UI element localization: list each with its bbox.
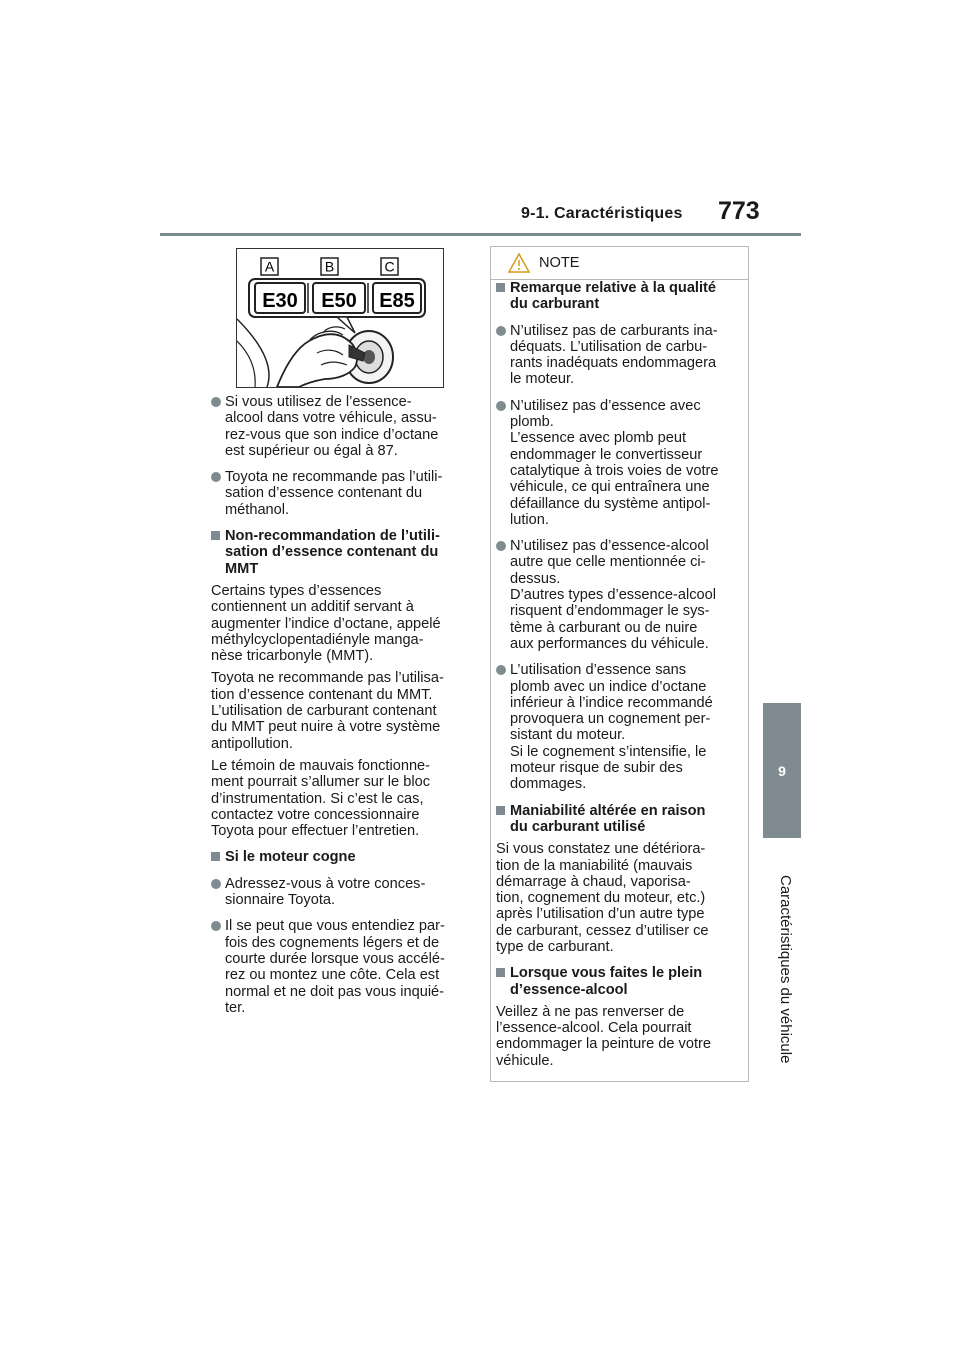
note-label: NOTE — [539, 255, 580, 271]
paragraph-refueling: Veillez à ne pas renverser de l’essence-alcool. Cela pourrait endommager la peinture de votre véhicule. — [496, 1003, 711, 1069]
heading-square-icon — [211, 531, 220, 540]
bullet-contact-dealer: Adressez-vous à votre conces- sionnaire Toyota. — [211, 876, 467, 909]
section-title: 9-1. Caractéristiques — [521, 205, 683, 222]
bullet-light-knock: Il se peut que vous entendiez par- fois des cognements légers et de courte durée lorsque vous accélé- rez ou montez une côte. Cela est normal et ne doit pas vous inquié- ter. — [211, 918, 467, 1016]
fuel-code-e85: E85 — [379, 290, 415, 312]
bullet-improper-fuel: N’utilisez pas de carburants ina- déquats. L’utilisation de carbu- rants inadéquats endommagera le moteur. — [496, 323, 746, 388]
bullet-dot-icon — [496, 326, 506, 336]
chapter-label: Caractéristiques du véhicule — [777, 875, 794, 1064]
header-divider — [160, 233, 801, 236]
bullet-dot-icon — [496, 401, 506, 411]
page-number: 773 — [718, 197, 760, 225]
fuel-cap-illustration — [236, 248, 444, 388]
heading-square-icon — [496, 283, 505, 292]
heading-refueling: Lorsque vous faites le plein d’essence-alcool — [496, 965, 746, 998]
label-c: C — [384, 258, 395, 275]
bullet-low-octane: L’utilisation d’essence sans plomb avec un indice d’octane inférieur à l’indice recommandé provoquera un cognement per- sistant du moteur. Si le cognement s’intensifie, le moteur risque de subir des dommages. — [496, 662, 746, 792]
bullet-dot-icon — [211, 879, 221, 889]
heading-fuel-quality: Remarque relative à la qualité du carburant — [496, 280, 746, 313]
chapter-number: 9 — [778, 762, 786, 779]
bullet-dot-icon — [211, 921, 221, 931]
heading-engine-knock: Si le moteur cogne — [211, 849, 467, 865]
heading-square-icon — [496, 968, 505, 977]
fuel-code-e30: E30 — [262, 290, 298, 312]
bullet-other-alcohol: N’utilisez pas d’essence-alcool autre que celle mentionnée ci- dessus. D’autres types d’essence-alcool risquent d’endommager le sys- tème à carburant ou de nuire aux performances du véhicule. — [496, 538, 746, 652]
fuel-code-e50: E50 — [321, 290, 357, 312]
paragraph-warning-light: Le témoin de mauvais fonctionne- ment pourrait s’allumer sur le bloc d’instrumentation. Si c’est le cas, contactez votre concessionnaire Toyota pour effectuer l’entretien. — [211, 757, 431, 840]
label-b: B — [324, 258, 335, 275]
bullet-dot-icon — [211, 397, 221, 407]
bullet-dot-icon — [496, 665, 506, 675]
heading-square-icon — [496, 806, 505, 815]
heading-driveability: Maniabilité altérée en raison du carburant utilisé — [496, 803, 746, 836]
paragraph-driveability: Si vous constatez une détériora- tion de la maniabilité (mauvais démarrage à chaud, vaporisa- tion, cognement du moteur, etc.) après l’utilisation d’un autre type de carburant, cessez d’utiliser ce type de carburant. — [496, 841, 709, 955]
heading-mmt: Non-recommandation de l’utili- sation d’essence contenant du MMT — [211, 528, 467, 577]
bullet-leaded-fuel: N’utilisez pas d’essence avec plomb. L’essence avec plomb peut endommager le convertisseur catalytique à trois voies de votre véhicule, ce qui entraînera une défaillance du système antipol- lution. — [496, 398, 746, 528]
bullet-octane: Si vous utilisez de l’essence- alcool dans votre véhicule, assu- rez-vous que son indice d’octane est supérieur ou égal à 87. — [211, 394, 467, 459]
warning-triangle-icon — [507, 252, 531, 274]
paragraph-mmt-recommend: Toyota ne recommande pas l’utilisa- tion d’essence contenant du MMT. L’utilisation de carburant contenant du MMT peut nuire à votre système antipollution. — [211, 670, 444, 752]
paragraph-mmt-intro: Certains types d’essences contiennent un additif servant à augmenter l’indice d’octane, appelé méthylcyclopentadiényle manga- nèse tricarbonyle (MMT). — [211, 582, 441, 665]
heading-square-icon — [211, 852, 220, 861]
label-a: A — [264, 258, 275, 275]
note-header — [491, 247, 748, 280]
left-column — [211, 394, 467, 1022]
bullet-dot-icon — [496, 541, 506, 551]
bullet-dot-icon — [211, 472, 221, 482]
fuel-nozzle-drawing — [237, 249, 443, 387]
note-content — [496, 280, 746, 1075]
chapter-tab[interactable] — [763, 703, 801, 838]
bullet-methanol: Toyota ne recommande pas l’utili- sation d’essence contenant du méthanol. — [211, 469, 467, 518]
